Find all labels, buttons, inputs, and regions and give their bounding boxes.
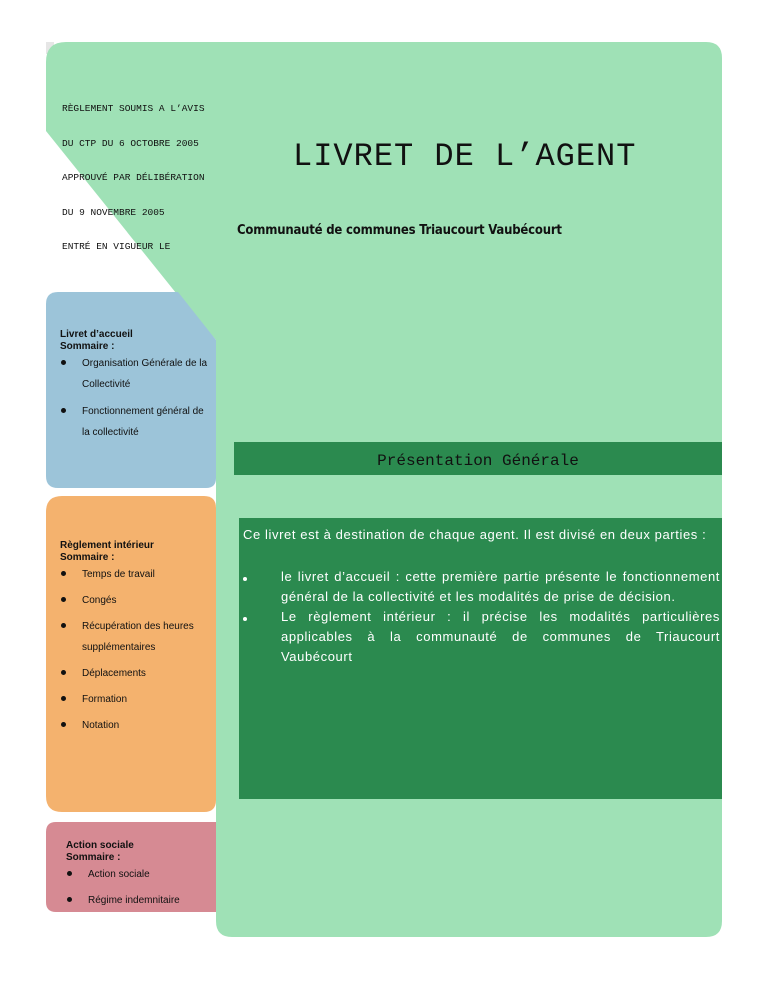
summary-item-label: Notation bbox=[82, 720, 120, 731]
bullet-icon bbox=[61, 670, 66, 675]
stamp-line: DU 9 NOVEMBRE 2005 bbox=[62, 206, 165, 218]
summary-item-label: Fonctionnement général de la collectivité bbox=[82, 406, 204, 438]
summary-list bbox=[60, 353, 210, 443]
summary-item bbox=[60, 663, 210, 684]
bullet-icon bbox=[243, 617, 247, 621]
presentation-bullet bbox=[243, 567, 720, 607]
summary-list bbox=[66, 864, 206, 911]
bullet-icon bbox=[61, 722, 66, 727]
summary-item-label: Action sociale bbox=[88, 869, 150, 880]
summary-item bbox=[60, 401, 210, 443]
panel-subtitle: Sommaire : bbox=[60, 552, 115, 563]
section-heading: Présentation Générale bbox=[377, 452, 579, 470]
bullet-icon bbox=[61, 597, 66, 602]
summary-item-label: Congés bbox=[82, 595, 117, 606]
presentation-bullet-text: le livret d’accueil : cette première partie présente le fonctionnement général de la collectivité et les modalités de prise de décision. bbox=[281, 569, 720, 604]
bullet-icon bbox=[61, 360, 66, 365]
organization-name: Communauté de communes Triaucourt Vaubécourt bbox=[237, 223, 562, 238]
bullet-icon bbox=[61, 408, 66, 413]
presentation-bullet-text: Le règlement intérieur : il précise les modalités particulières applicables à la communauté de communes de Triaucourt Vaubécourt bbox=[281, 609, 720, 664]
summary-item-label: Régime indemnitaire bbox=[88, 895, 180, 906]
stamp-line: DU CTP DU 6 OCTOBRE 2005 bbox=[62, 137, 199, 149]
summary-item-label: Récupération des heures supplémentaires bbox=[82, 621, 194, 653]
bullet-icon bbox=[61, 623, 66, 628]
summary-item bbox=[60, 564, 210, 585]
summary-item-label: Organisation Générale de la Collectivité bbox=[82, 358, 208, 390]
summary-item bbox=[60, 689, 210, 710]
document-title: LIVRET DE L’AGENT bbox=[293, 138, 637, 175]
summary-item-label: Formation bbox=[82, 694, 128, 705]
panel-title: Livret d’accueil bbox=[60, 329, 133, 340]
presentation-bullets bbox=[243, 567, 720, 667]
panel-title: Règlement intérieur bbox=[60, 540, 154, 551]
summary-item bbox=[60, 353, 210, 395]
stamp-line: ENTRÉ EN VIGUEUR LE bbox=[62, 241, 171, 252]
panel-subtitle: Sommaire : bbox=[60, 341, 115, 352]
summary-item bbox=[66, 864, 206, 885]
action-sociale-summary-panel bbox=[66, 840, 206, 916]
bullet-icon bbox=[61, 696, 66, 701]
summary-item bbox=[66, 890, 206, 911]
bullet-icon bbox=[61, 571, 66, 576]
summary-item-label: Temps de travail bbox=[82, 569, 155, 580]
presentation-intro: Ce livret est à destination de chaque agent. Il est divisé en deux parties : bbox=[243, 527, 707, 542]
summary-item-label: Déplacements bbox=[82, 668, 146, 679]
panel-title: Action sociale bbox=[66, 840, 134, 851]
stamp-line: APPROUVÉ PAR DÉLIBÉRATION bbox=[62, 172, 205, 183]
stamp-line: RÈGLEMENT SOUMIS A L’AVIS bbox=[62, 103, 205, 114]
bullet-icon bbox=[67, 897, 72, 902]
presentation-bullet bbox=[243, 607, 720, 667]
summary-list bbox=[60, 564, 210, 736]
bullet-icon bbox=[67, 871, 72, 876]
summary-item bbox=[60, 715, 210, 736]
reglement-summary-panel bbox=[60, 540, 210, 741]
section-heading-bar bbox=[234, 442, 722, 475]
accueil-summary-panel bbox=[60, 329, 210, 443]
approval-stamp bbox=[62, 80, 205, 264]
summary-item bbox=[60, 616, 210, 658]
bullet-icon bbox=[243, 577, 247, 581]
panel-subtitle: Sommaire : bbox=[66, 852, 121, 863]
summary-item bbox=[60, 590, 210, 611]
